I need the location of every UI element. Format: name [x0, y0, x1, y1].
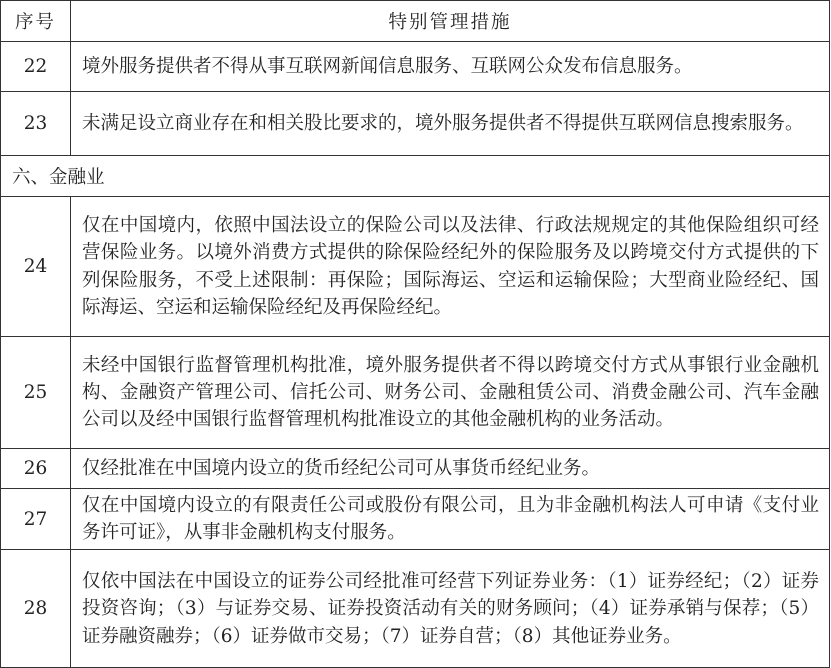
row-measure-text: 未经中国银行监督管理机构批准，境外服务提供者不得以跨境交付方式从事银行业金融机构、金融资产管理公司、信托公司、财务公司、金融租赁公司、消费金融公司、汽车金融公司以及经中国银行监督管理机构批准设立的其他金融机构的业务活动。 [71, 337, 830, 449]
row-measure-text: 仅依中国法在中国设立的证券公司经批准可经营下列证券业务：（1）证券经纪；（2）证券投资咨询；（3）与证券交易、证券投资活动有关的财务顾问；（4）证券承销与保荐；（5）证券融资融券；（6）证券做市交易；（7）证券自营；（8）其他证券业务。 [71, 550, 830, 668]
column-header-number: 序号 [1, 1, 71, 42]
row-number: 25 [1, 337, 71, 449]
table-header-row [1, 1, 830, 42]
row-measure-text: 境外服务提供者不得从事互联网新闻信息服务、互联网公众发布信息服务。 [71, 42, 830, 92]
row-number: 23 [1, 92, 71, 156]
row-number: 22 [1, 42, 71, 92]
table-row [1, 489, 830, 550]
column-header-measure: 特别管理措施 [71, 1, 830, 42]
table-row [1, 92, 830, 156]
table-row [1, 337, 830, 449]
table-row [1, 42, 830, 92]
row-measure-text: 仅在中国境内设立的有限责任公司或股份有限公司，且为非金融机构法人可申请《支付业务许可证》，从事非金融机构支付服务。 [71, 489, 830, 550]
row-number: 27 [1, 489, 71, 550]
section-title: 六、金融业 [1, 156, 830, 197]
table-row [1, 449, 830, 489]
row-number: 24 [1, 197, 71, 337]
row-measure-text: 仅经批准在中国境内设立的货币经纪公司可从事货币经纪业务。 [71, 449, 830, 489]
row-measure-text: 未满足设立商业存在和相关股比要求的，境外服务提供者不得提供互联网信息搜索服务。 [71, 92, 830, 156]
row-number: 26 [1, 449, 71, 489]
row-measure-text: 仅在中国境内，依照中国法设立的保险公司以及法律、行政法规规定的其他保险组织可经营保险业务。以境外消费方式提供的除保险经纪外的保险服务及以跨境交付方式提供的下列保险服务，不受上述限制：再保险；国际海运、空运和运输保险；大型商业险经纪、国际海运、空运和运输保险经纪及再保险经纪。 [71, 197, 830, 337]
table-row [1, 550, 830, 668]
row-number: 28 [1, 550, 71, 668]
section-row [1, 156, 830, 197]
table-row [1, 197, 830, 337]
